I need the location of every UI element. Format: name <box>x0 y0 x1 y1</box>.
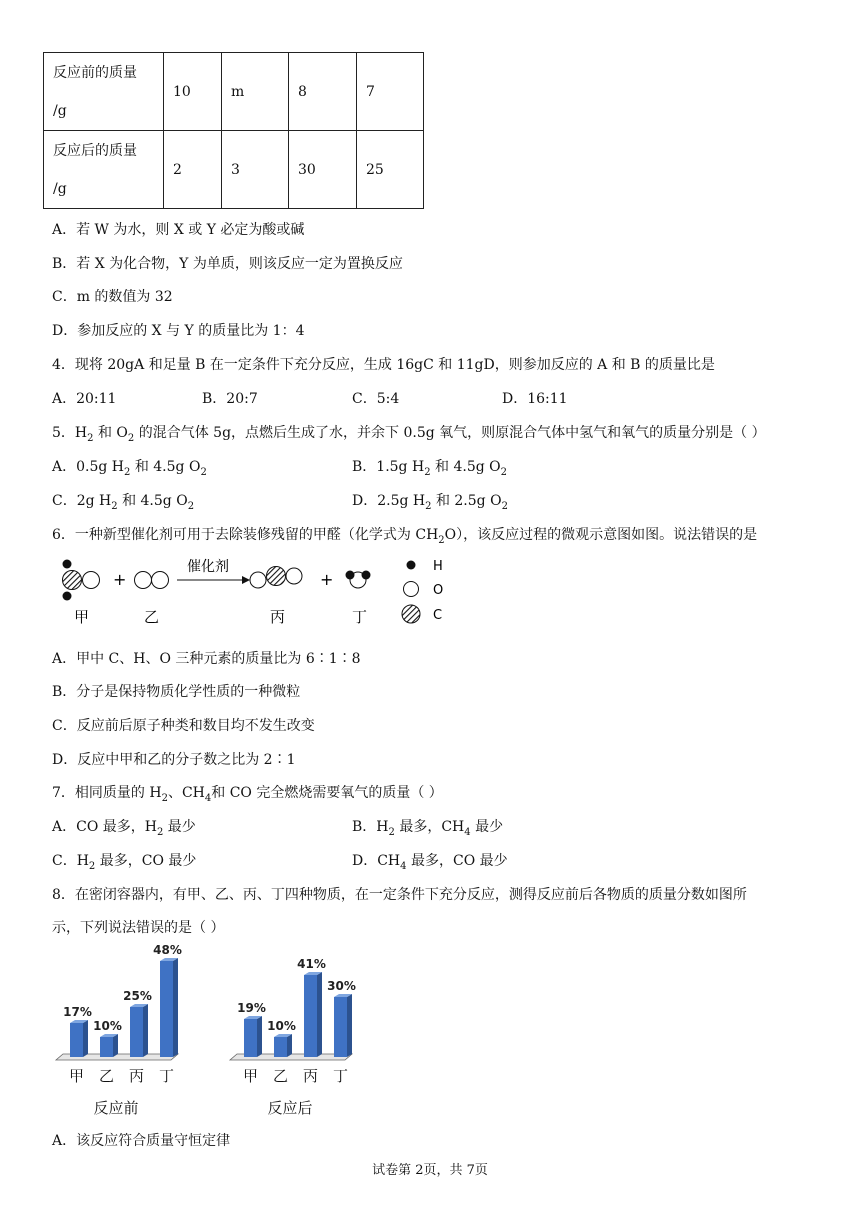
option-text: D．CH <box>352 853 401 869</box>
q3-option-b: B．若 X 为化合物，Y 为单质，则该反应一定为置换反应 <box>52 256 403 272</box>
q6-option-d: D．反应中甲和乙的分子数之比为 2∶1 <box>52 752 296 768</box>
option-text: 最少 <box>163 819 196 835</box>
bar-side <box>347 994 352 1057</box>
q4-option-d: D．16:11 <box>502 391 568 407</box>
table-cell: 8 <box>289 53 357 131</box>
q6-option-a: A．甲中 C、H、O 三种元素的质量比为 6∶1∶8 <box>52 651 361 667</box>
subscript: 2 <box>424 466 431 478</box>
subscript: 2 <box>388 826 395 838</box>
table-cell: 3 <box>222 131 289 209</box>
option-text: A．0.5g H <box>52 459 124 475</box>
plus-sign: + <box>320 570 334 589</box>
q8-stem-line1: 8．在密闭容器内，有甲、乙、丙、丁四种物质，在一定条件下充分反应，测得反应前后各物质的质量分数如图所 <box>52 887 747 903</box>
category-label: 乙 <box>272 1067 289 1085</box>
bar <box>304 975 317 1057</box>
q3-option-a: A．若 W 为水，则 X 或 Y 必定为酸或碱 <box>52 222 305 238</box>
data-label: 48% <box>153 945 182 957</box>
data-label: 25% <box>123 989 152 1003</box>
subscript: 2 <box>187 500 195 512</box>
subscript: 2 <box>88 860 96 872</box>
q5-stem-part: 的混合气体 5g，点燃后生成了水，并余下 0.5g 氧气，则原混合气体中氢气和氧气的质量分别是（ ） <box>138 425 766 441</box>
q7-stem-part: 7．相同质量的 H <box>52 785 162 801</box>
bar-side <box>257 1016 262 1057</box>
q7-stem-part: 、CH <box>167 785 205 801</box>
option-text: 和 2.5g O <box>431 493 502 509</box>
data-label: 30% <box>327 979 356 993</box>
o-atom <box>135 572 152 589</box>
option-text: 最多，CH <box>394 819 465 835</box>
q6-option-c: C．反应前后原子种类和数目均不发生改变 <box>52 718 315 734</box>
bar-side <box>83 1020 88 1057</box>
subscript: 4 <box>464 826 471 838</box>
label-bing: 丙 <box>270 608 286 626</box>
option-text: C．H <box>52 853 89 869</box>
table-cell-label <box>44 53 164 131</box>
bar <box>100 1037 113 1057</box>
q8-stem-line2: 示，下列说法错误的是（ ） <box>52 920 225 936</box>
q7-option-d <box>352 850 508 872</box>
bar-side <box>113 1034 118 1057</box>
bar <box>274 1037 287 1057</box>
table-cell: 2 <box>164 131 222 209</box>
category-label: 丁 <box>332 1067 349 1085</box>
data-label: 41% <box>297 957 326 971</box>
option-text: D．2.5g H <box>352 493 426 509</box>
molecule-water <box>346 571 371 589</box>
option-text: 最少 <box>470 819 504 835</box>
o-atom <box>83 572 100 589</box>
legend-o: O <box>433 583 444 598</box>
subscript: 2 <box>161 792 168 804</box>
q7-option-c <box>52 850 196 872</box>
q5-option-d <box>352 490 508 512</box>
plus-sign: + <box>113 570 127 589</box>
subscript: 2 <box>501 500 508 512</box>
subscript: 2 <box>438 534 445 546</box>
option-text: 和 4.5g O <box>130 459 201 475</box>
data-label: 10% <box>267 1019 296 1033</box>
bar <box>160 961 173 1057</box>
option-text: 最多，CO 最少 <box>406 853 508 869</box>
q4-option-c: C．5:4 <box>352 391 400 407</box>
data-label: 19% <box>237 1001 266 1015</box>
h-atom <box>346 571 355 580</box>
row-unit: /g <box>53 102 67 119</box>
option-text: 最多，CO 最少 <box>95 853 197 869</box>
chart-title: 反应后 <box>267 1099 313 1117</box>
molecule-oxygen <box>135 572 169 589</box>
q3-option-c: C．m 的数值为 32 <box>52 289 173 305</box>
q5-stem <box>52 422 766 444</box>
catalyst-label: 催化剂 <box>187 559 229 575</box>
q7-option-a <box>52 816 196 838</box>
label-yi: 乙 <box>144 608 160 626</box>
category-label: 甲 <box>68 1067 85 1085</box>
bar-charts <box>52 945 372 1125</box>
subscript: 2 <box>500 466 507 478</box>
category-label: 甲 <box>242 1067 259 1085</box>
chart-title: 反应前 <box>93 1099 139 1117</box>
page-footer: 试卷第 2页，共 7页 <box>372 1163 488 1178</box>
table-cell: 30 <box>289 131 357 209</box>
o-atom <box>152 572 169 589</box>
o-atom <box>286 568 302 584</box>
option-text: A．CO 最多，H <box>52 819 157 835</box>
q5-stem-part: 和 O <box>97 425 128 441</box>
q4-option-b: B．20:7 <box>202 391 258 407</box>
subscript: 2 <box>156 826 164 838</box>
c-atom <box>267 567 286 586</box>
h-atom <box>407 561 416 570</box>
c-atom <box>402 605 420 623</box>
q5-option-b <box>352 456 507 478</box>
bar <box>130 1007 143 1057</box>
q8-option-a: A．该反应符合质量守恒定律 <box>52 1133 231 1149</box>
row-label: 反应前的质量 <box>53 64 137 81</box>
q4-option-a: A．20:11 <box>52 391 117 407</box>
category-label: 丙 <box>302 1067 319 1085</box>
subscript: 2 <box>200 466 207 478</box>
q6-option-b: B．分子是保持物质化学性质的一种微粒 <box>52 684 301 700</box>
subscript: 4 <box>204 792 212 804</box>
option-text: B．1.5g H <box>352 459 425 475</box>
data-label: 17% <box>63 1005 92 1019</box>
subscript: 2 <box>87 432 94 444</box>
q5-option-c <box>52 490 194 512</box>
q7-option-b <box>352 816 503 838</box>
subscript: 2 <box>124 466 131 478</box>
bar <box>244 1019 257 1057</box>
legend-h: H <box>433 559 443 574</box>
option-text: 和 4.5g O <box>117 493 188 509</box>
o-atom <box>404 582 419 597</box>
q6-stem-part: O），该反应过程的微观示意图如图。说法错误的是 <box>444 527 758 543</box>
subscript: 2 <box>127 432 135 444</box>
table-cell-label <box>44 131 164 209</box>
table-cell: 10 <box>164 53 222 131</box>
h-atom <box>362 571 371 580</box>
q7-stem-part: 和 CO 完全燃烧需要氧气的质量（ ） <box>211 785 443 801</box>
mass-table <box>43 52 424 209</box>
legend-c: C <box>433 608 443 623</box>
row-unit: /g <box>53 180 67 197</box>
q6-stem-part: 6．一种新型催化剂可用于去除装修残留的甲醛（化学式为 CH <box>52 527 439 543</box>
bar-side <box>317 972 322 1057</box>
option-text: C．2g H <box>52 493 112 509</box>
table-row <box>44 131 424 209</box>
bar-side <box>287 1034 292 1057</box>
q7-stem <box>52 782 443 804</box>
q3-option-d: D．参加反应的 X 与 Y 的质量比为 1：4 <box>52 323 305 339</box>
q6-stem <box>52 524 757 546</box>
category-label: 乙 <box>98 1067 115 1085</box>
q4-stem: 4．现将 20gA 和足量 B 在一定条件下充分反应，生成 16gC 和 11gD，则参加反应的 A 和 B 的质量比是 <box>52 357 715 373</box>
legend <box>402 559 443 623</box>
row-label: 反应后的质量 <box>53 142 137 159</box>
q5-stem-part: 5．H <box>52 425 88 441</box>
option-text: 和 4.5g O <box>430 459 501 475</box>
bar <box>70 1023 83 1057</box>
h-atom <box>63 560 72 569</box>
bar-side <box>173 958 178 1057</box>
table-cell: m <box>222 53 289 131</box>
arrow-head <box>242 576 250 584</box>
subscript: 2 <box>425 500 432 512</box>
bar <box>334 997 347 1057</box>
q5-option-a <box>52 456 207 478</box>
molecule-carbon-dioxide <box>250 567 302 589</box>
option-text: B．H <box>352 819 389 835</box>
data-label: 10% <box>93 1019 122 1033</box>
table-cell: 7 <box>357 53 424 131</box>
h-atom <box>63 592 72 601</box>
subscript: 2 <box>111 500 118 512</box>
bar-side <box>143 1004 148 1057</box>
table-cell: 25 <box>357 131 424 209</box>
category-label: 丙 <box>128 1067 145 1085</box>
molecule-formaldehyde <box>63 560 100 601</box>
label-ding: 丁 <box>352 608 368 626</box>
c-atom <box>63 571 82 590</box>
label-jia: 甲 <box>74 608 90 626</box>
category-label: 丁 <box>158 1067 175 1085</box>
subscript: 4 <box>400 860 407 872</box>
o-atom <box>250 572 266 588</box>
reaction-diagram <box>52 552 462 628</box>
table-row <box>44 53 424 131</box>
